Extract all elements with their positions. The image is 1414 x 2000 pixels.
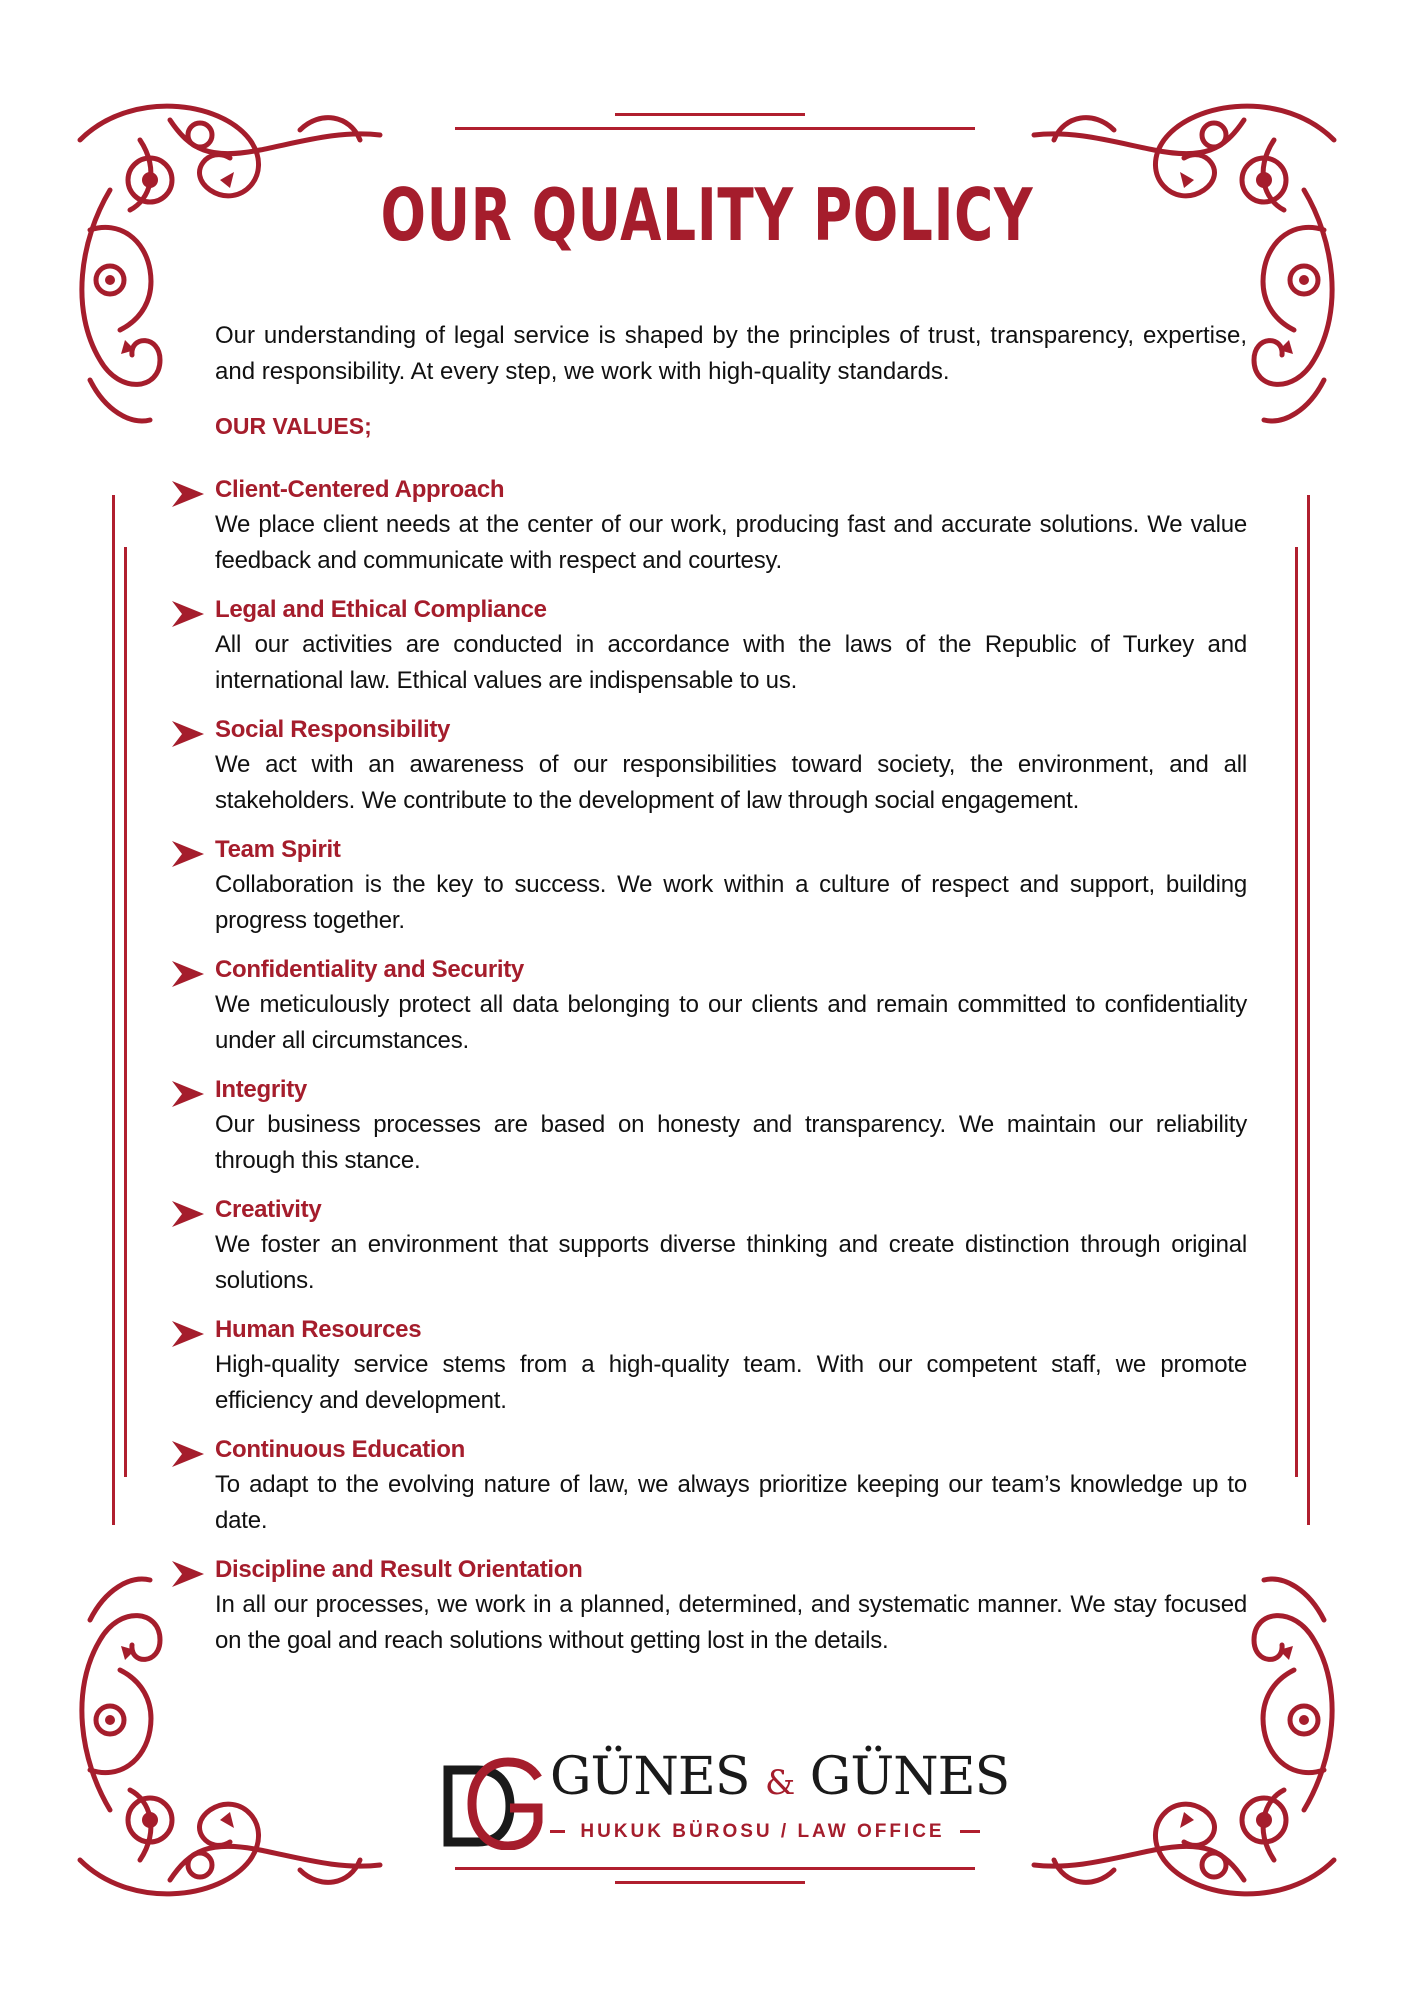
value-text: High-quality service stems from a high-quality team. With our competent staff, we promote efficiency and development.	[215, 1351, 1247, 1414]
value-item-creativity	[172, 1193, 1247, 1299]
value-text: We meticulously protect all data belonging to our clients and remain committed to confidentiality under all circumstances.	[215, 991, 1247, 1054]
brand-name-left: GÜNES	[550, 1747, 750, 1807]
value-title: Integrity	[215, 1076, 307, 1103]
value-text: In all our processes, we work in a planned, determined, and systematic manner. We stay focused on the goal and reach solutions without getting lost in the details.	[215, 1591, 1247, 1654]
value-title: Confidentiality and Security	[215, 956, 524, 983]
value-text: We foster an environment that supports diverse thinking and create distinction through original solutions.	[215, 1231, 1247, 1294]
chevron-right-icon	[172, 1441, 204, 1467]
value-item-continuous-education	[172, 1433, 1247, 1539]
intro-paragraph: Our understanding of legal service is shaped by the principles of trust, transparency, expertise, and responsibility. At every step, we work with high-quality standards.	[215, 322, 1247, 385]
value-title: Human Resources	[215, 1316, 422, 1343]
value-text: Our business processes are based on honesty and transparency. We maintain our reliability through this stance.	[215, 1111, 1247, 1174]
value-item-social-responsibility	[172, 713, 1247, 819]
brand-ampersand: &	[764, 1763, 795, 1803]
brand-name	[550, 1745, 1009, 1815]
chevron-right-icon	[172, 1321, 204, 1347]
firm-logo	[440, 1745, 1010, 1855]
value-title: Discipline and Result Orientation	[215, 1556, 583, 1583]
value-text: Collaboration is the key to success. We work within a culture of respect and support, building progress together.	[215, 871, 1247, 934]
value-text: To adapt to the evolving nature of law, we always prioritize keeping our team’s knowledge up to date.	[215, 1471, 1247, 1534]
value-title: Team Spirit	[215, 836, 341, 863]
value-title: Social Responsibility	[215, 716, 451, 743]
value-item-confidentiality	[172, 953, 1247, 1059]
value-title: Continuous Education	[215, 1436, 465, 1463]
values-heading: OUR VALUES;	[215, 413, 372, 439]
chevron-right-icon	[172, 721, 204, 747]
brand-subtitle: HUKUK BÜROSU / LAW OFFICE	[565, 1815, 960, 1849]
brand-name-right: GÜNES	[809, 1747, 1010, 1807]
value-title: Client-Centered Approach	[215, 476, 505, 503]
page-title: OUR QUALITY POLICY	[380, 173, 1034, 257]
chevron-right-icon	[172, 1201, 204, 1227]
value-item-team-spirit	[172, 833, 1247, 939]
value-title: Legal and Ethical Compliance	[215, 596, 547, 623]
value-item-integrity	[172, 1073, 1247, 1179]
value-text: All our activities are conducted in accordance with the laws of the Republic of Turkey and international law. Ethical values are indispensable to us.	[215, 631, 1247, 694]
chevron-right-icon	[172, 601, 204, 627]
value-item-client-centered	[172, 473, 1247, 579]
value-item-human-resources	[172, 1313, 1247, 1419]
chevron-right-icon	[172, 481, 204, 507]
chevron-right-icon	[172, 841, 204, 867]
monogram-logo-icon	[440, 1750, 545, 1850]
value-text: We place client needs at the center of our work, producing fast and accurate solutions. We value feedback and communicate with respect and courtesy.	[215, 511, 1247, 574]
value-item-legal-ethical	[172, 593, 1247, 699]
value-text: We act with an awareness of our responsibilities toward society, the environment, and all stakeholders. We contribute to the development of law through social engagement.	[215, 751, 1247, 814]
chevron-right-icon	[172, 961, 204, 987]
chevron-right-icon	[172, 1081, 204, 1107]
value-title: Creativity	[215, 1196, 322, 1223]
chevron-right-icon	[172, 1561, 204, 1587]
value-item-discipline	[172, 1553, 1247, 1659]
